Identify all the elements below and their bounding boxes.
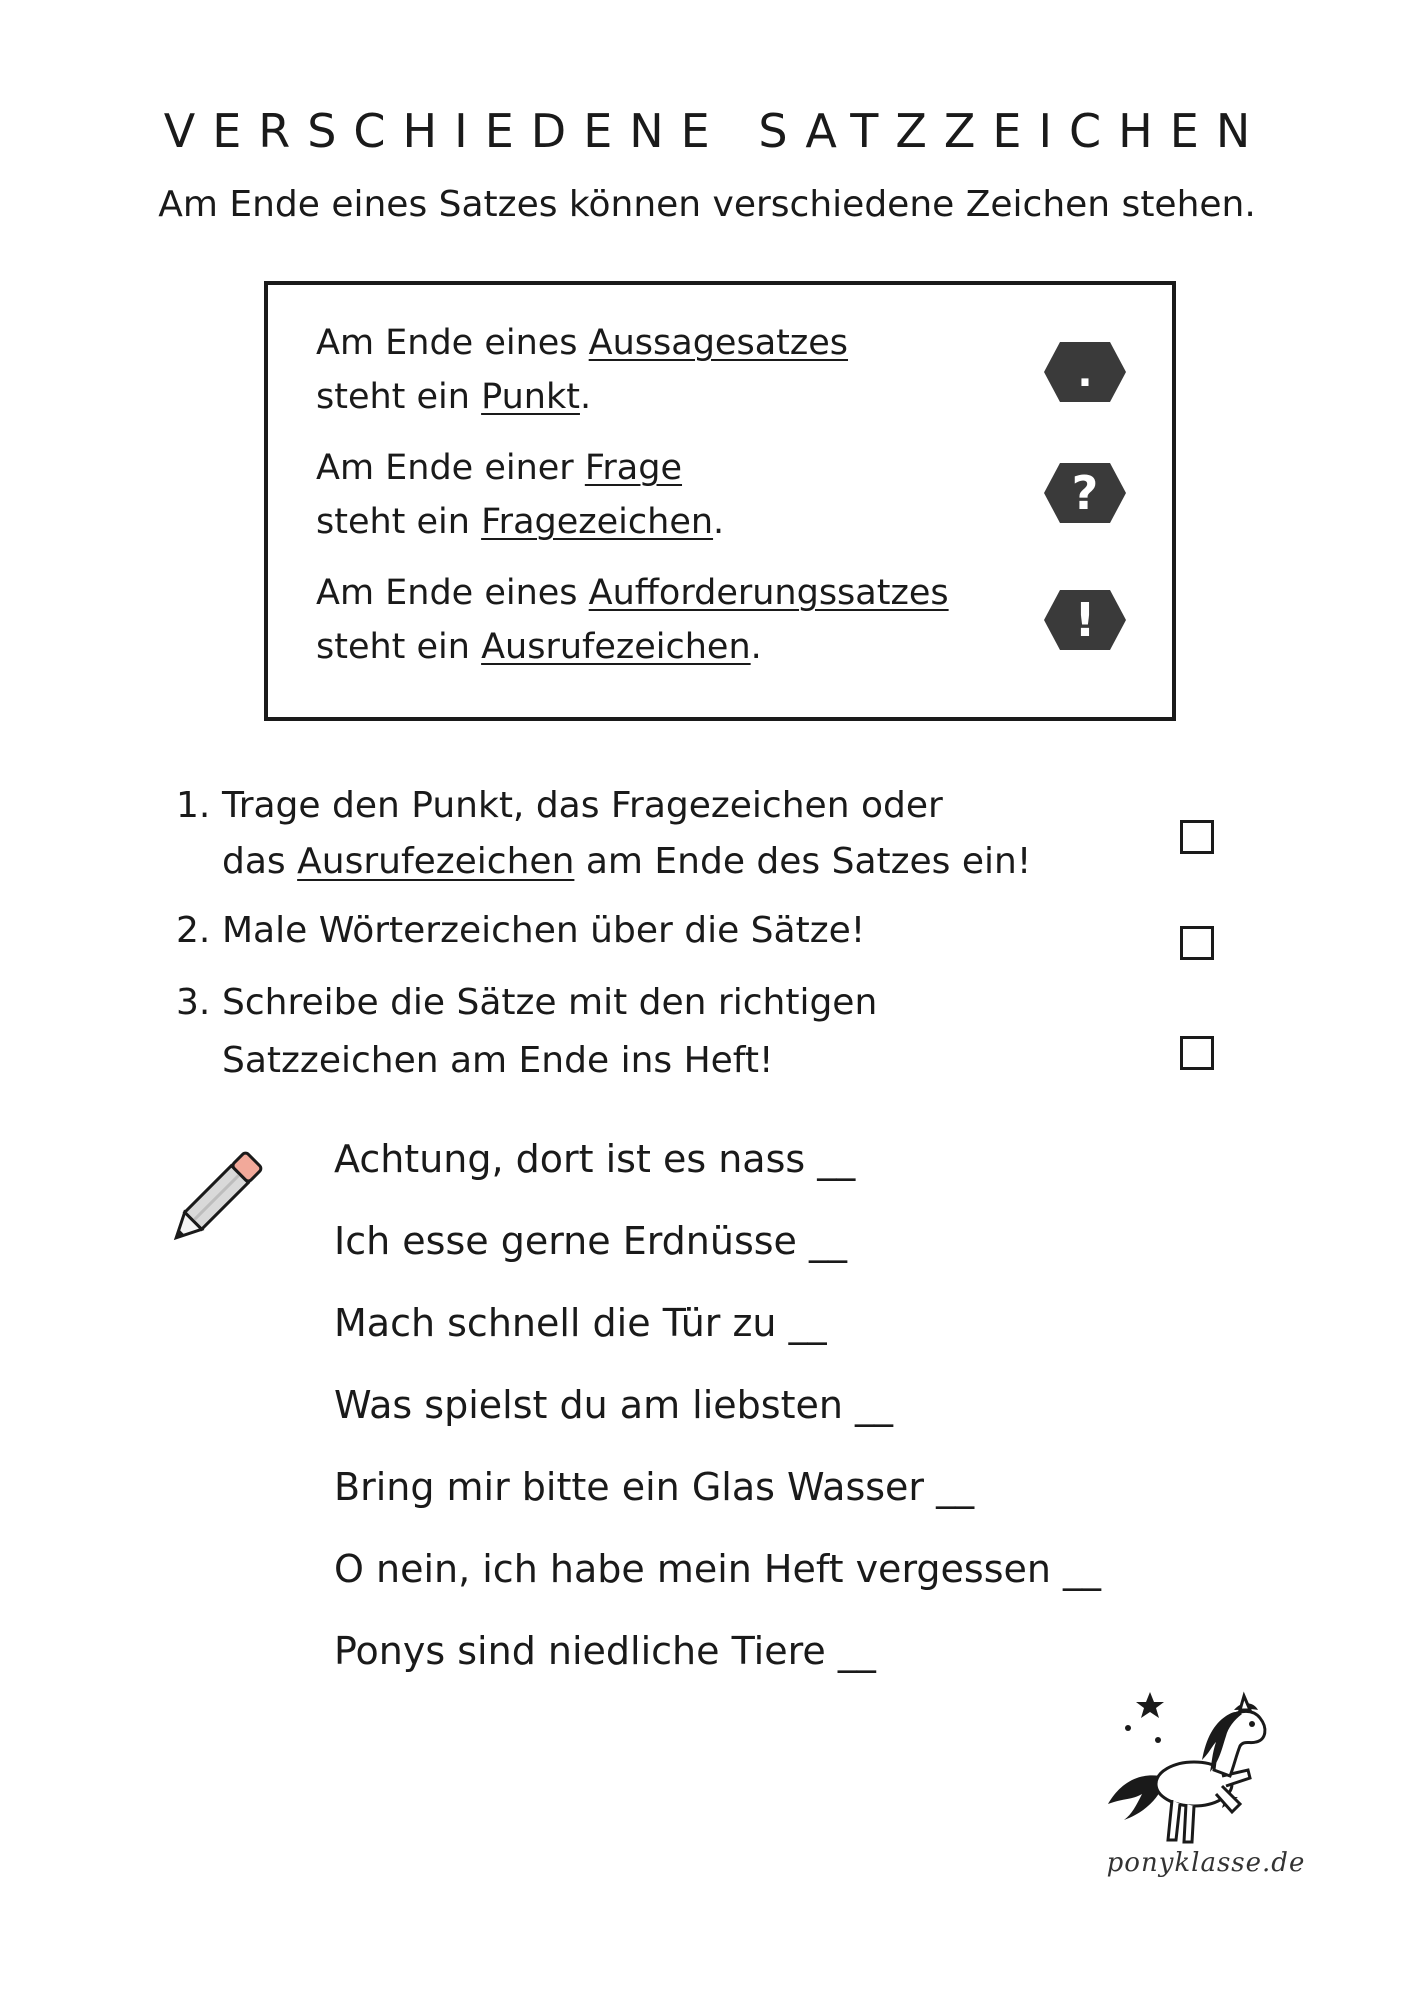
sentence-1: Achtung, dort ist es nass __ bbox=[334, 1137, 856, 1181]
task-3-number: 3. bbox=[176, 982, 211, 1023]
svg-text:!: ! bbox=[1074, 593, 1096, 647]
sentence-7: Ponys sind niedliche Tiere __ bbox=[334, 1629, 876, 1673]
pencil-icon bbox=[170, 1134, 280, 1244]
sentence-2: Ich esse gerne Erdnüsse __ bbox=[334, 1219, 847, 1263]
task-3-checkbox[interactable] bbox=[1180, 1036, 1214, 1070]
pony-logo bbox=[1102, 1680, 1302, 1870]
rule-1-line-2: steht ein Punkt. bbox=[316, 377, 592, 417]
task-1-line-2: das Ausrufezeichen am Ende des Satzes ein! bbox=[222, 841, 1032, 882]
page-subtitle: Am Ende eines Satzes können verschiedene Zeichen stehen. bbox=[158, 184, 1256, 225]
rule-1-term: Aussagesatzes bbox=[588, 323, 849, 363]
rule-1-mark-term: Punkt bbox=[481, 377, 580, 417]
rule-3-line-2: steht ein Ausrufezeichen. bbox=[316, 627, 762, 667]
task-1-number: 1. bbox=[176, 785, 211, 826]
sentence-6: O nein, ich habe mein Heft vergessen __ bbox=[334, 1547, 1102, 1591]
period-hexagon-icon bbox=[1042, 340, 1128, 404]
sentence-5: Bring mir bitte ein Glas Wasser __ bbox=[334, 1465, 975, 1509]
rule-2-line-2: steht ein Fragezeichen. bbox=[316, 502, 725, 542]
task-2-checkbox[interactable] bbox=[1180, 926, 1214, 960]
exclamation-mark-hexagon-icon bbox=[1042, 588, 1128, 652]
rule-2-term: Frage bbox=[584, 448, 683, 488]
task-1-term: Ausrufezeichen bbox=[297, 841, 575, 882]
task-2-line-1: 2. Male Wörterzeichen über die Sätze! bbox=[176, 903, 865, 959]
rule-3-mark-term: Ausrufezeichen bbox=[481, 627, 751, 667]
rule-2-mark-term: Fragezeichen bbox=[481, 502, 714, 542]
sentence-4: Was spielst du am liebsten __ bbox=[334, 1383, 894, 1427]
sentence-3: Mach schnell die Tür zu __ bbox=[334, 1301, 827, 1345]
task-2-number: 2. bbox=[176, 910, 211, 951]
task-3-line-2: Satzzeichen am Ende ins Heft! bbox=[222, 1040, 774, 1081]
task-3-line-1: 3. Schreibe die Sätze mit den richtigen bbox=[176, 975, 877, 1031]
task-1-checkbox[interactable] bbox=[1180, 820, 1214, 854]
question-mark-hexagon-icon bbox=[1042, 461, 1128, 525]
brand-logo-text: ponyklasse.de bbox=[1106, 1848, 1306, 1878]
rule-2-line-1: Am Ende einer Frage bbox=[316, 448, 683, 488]
svg-text:.: . bbox=[1077, 350, 1093, 396]
task-1-line-1: 1. Trage den Punkt, das Fragezeichen oder bbox=[176, 778, 943, 834]
rule-3-term: Aufforderungssatzes bbox=[588, 573, 949, 613]
rule-3-line-1: Am Ende eines Aufforderungssatzes bbox=[316, 573, 949, 613]
svg-text:?: ? bbox=[1071, 466, 1099, 520]
page-title: VERSCHIEDENE SATZZEICHEN bbox=[163, 104, 1268, 158]
rule-1-line-1: Am Ende eines Aussagesatzes bbox=[316, 323, 849, 363]
